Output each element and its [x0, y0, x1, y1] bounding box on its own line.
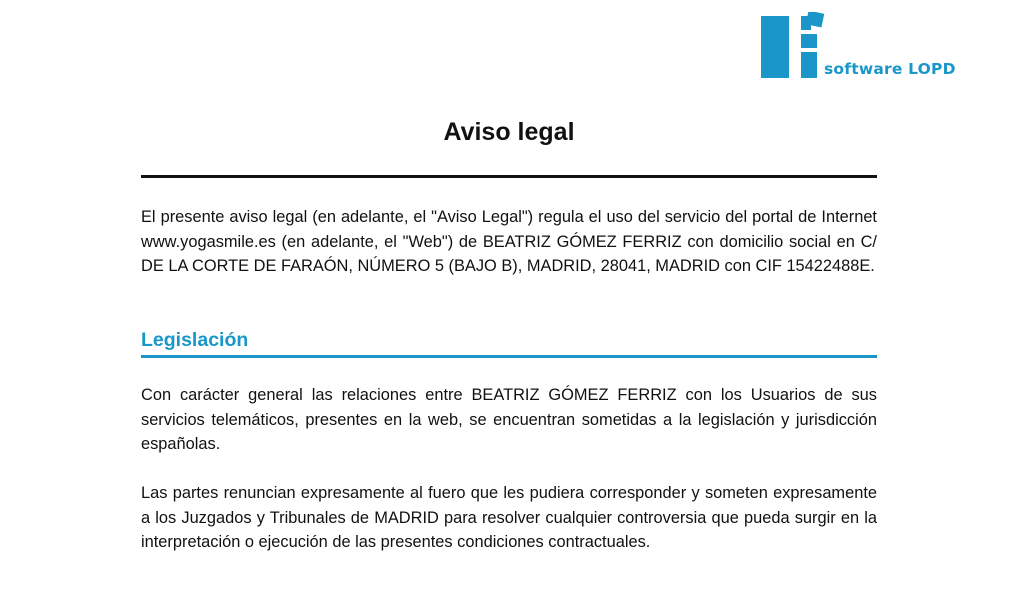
lopd-logo-icon	[760, 12, 830, 82]
intro-paragraph: El presente aviso legal (en adelante, el "Aviso Legal") regula el uso del servicio del portal de Internet www.yogasmile.es (en adelante, el "Web") de BEATRIZ GÓMEZ FERRIZ con domicilio social en C/ DE LA CORTE DE FARAÓN, NÚMERO 5 (BAJO B), MADRID, 28041, MADRID con CIF 15422488E.	[141, 208, 877, 276]
page-title: Aviso legal	[443, 118, 575, 146]
legislacion-paragraph-2: Las partes renuncian expresamente al fuero que les pudiera corresponder y someten expresamente a los Juzgados y Tribunales de MADRID para resolver cualquier controversia que pueda surgir en la interpretación o ejecución de las presentes condiciones contractuales.	[141, 484, 877, 552]
section-divider	[141, 355, 877, 358]
legislacion-paragraph-1: Con carácter general las relaciones entre BEATRIZ GÓMEZ FERRIZ con los Usuarios de sus servicios telemáticos, presentes en la web, se encuentran sometidas a la legislación y jurisdicción españolas.	[141, 386, 877, 454]
software-lopd-logo	[760, 12, 975, 82]
logo-text: software LOPD	[824, 60, 956, 78]
section-heading-legislacion: Legislación	[141, 329, 249, 351]
title-divider	[141, 175, 877, 178]
